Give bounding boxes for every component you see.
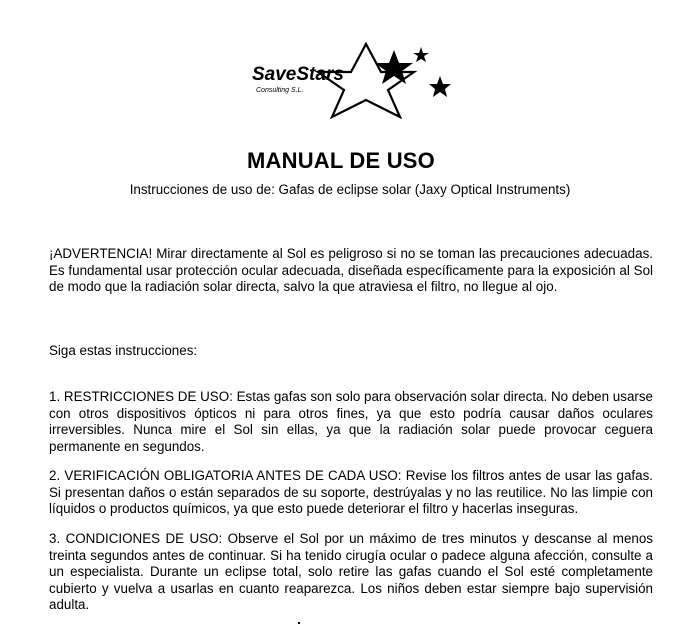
warning-paragraph: ¡ADVERTENCIA! Mirar directamente al Sol es peligroso si no se toman las precauciones adecuadas. Es fundamental usar protección ocular adecuada, diseñada específicamente para la exposición al Sol de modo que la radiación solar directa, salvo la que atraviesa el filtro, no llegue al ojo. (49, 246, 653, 294)
page-edge-mark (298, 622, 300, 624)
page-subtitle: Instrucciones de uso de: Gafas de eclipse solar (Jaxy Optical Instruments) (129, 182, 571, 197)
intro-paragraph: Siga estas instrucciones: (49, 343, 198, 358)
page-title: MANUAL DE USO (247, 148, 435, 173)
solid-star-right (429, 76, 451, 97)
star-logo-icon (248, 32, 458, 122)
solid-star-small (413, 47, 429, 62)
logo-brand: SaveStars (252, 64, 344, 85)
instruction-item-3: 3. CONDICIONES DE USO: Observe el Sol por un máximo de tres minutos y descanse al menos treinta segundos antes de continuar. Si ha tenido cirugía ocular o padece alguna afección, consulte a un especialista. Durante un eclipse total, solo retire las gafas cuando el Sol esté completamente cubierto y vuelva a usarlas en cuanto reaparezca. Los niños deben estar siempre bajo supervisión adulta. (49, 531, 653, 612)
logo-tagline: Consulting S.L. (256, 87, 304, 94)
instruction-item-2: 2. VERIFICACIÓN OBLIGATORIA ANTES DE CADA USO: Revise los filtros antes de usar las gafas. Si presentan daños o están separados de su soporte, destrúyalas y no las reutilice. No las limpie con líquidos o productos químicos, ya que esto puede deteriorar el filtro y hacerlas inseguras. (49, 468, 653, 516)
company-logo (248, 32, 458, 122)
instruction-item-1: 1. RESTRICCIONES DE USO: Estas gafas son solo para observación solar directa. No deben usarse con otros dispositivos ópticos ni para otros fines, ya que esto podría causar daños oculares irreversibles. Nunca mire el Sol sin ellas, ya que la radiación solar puede provocar ceguera permanente en segundos. (49, 389, 653, 454)
